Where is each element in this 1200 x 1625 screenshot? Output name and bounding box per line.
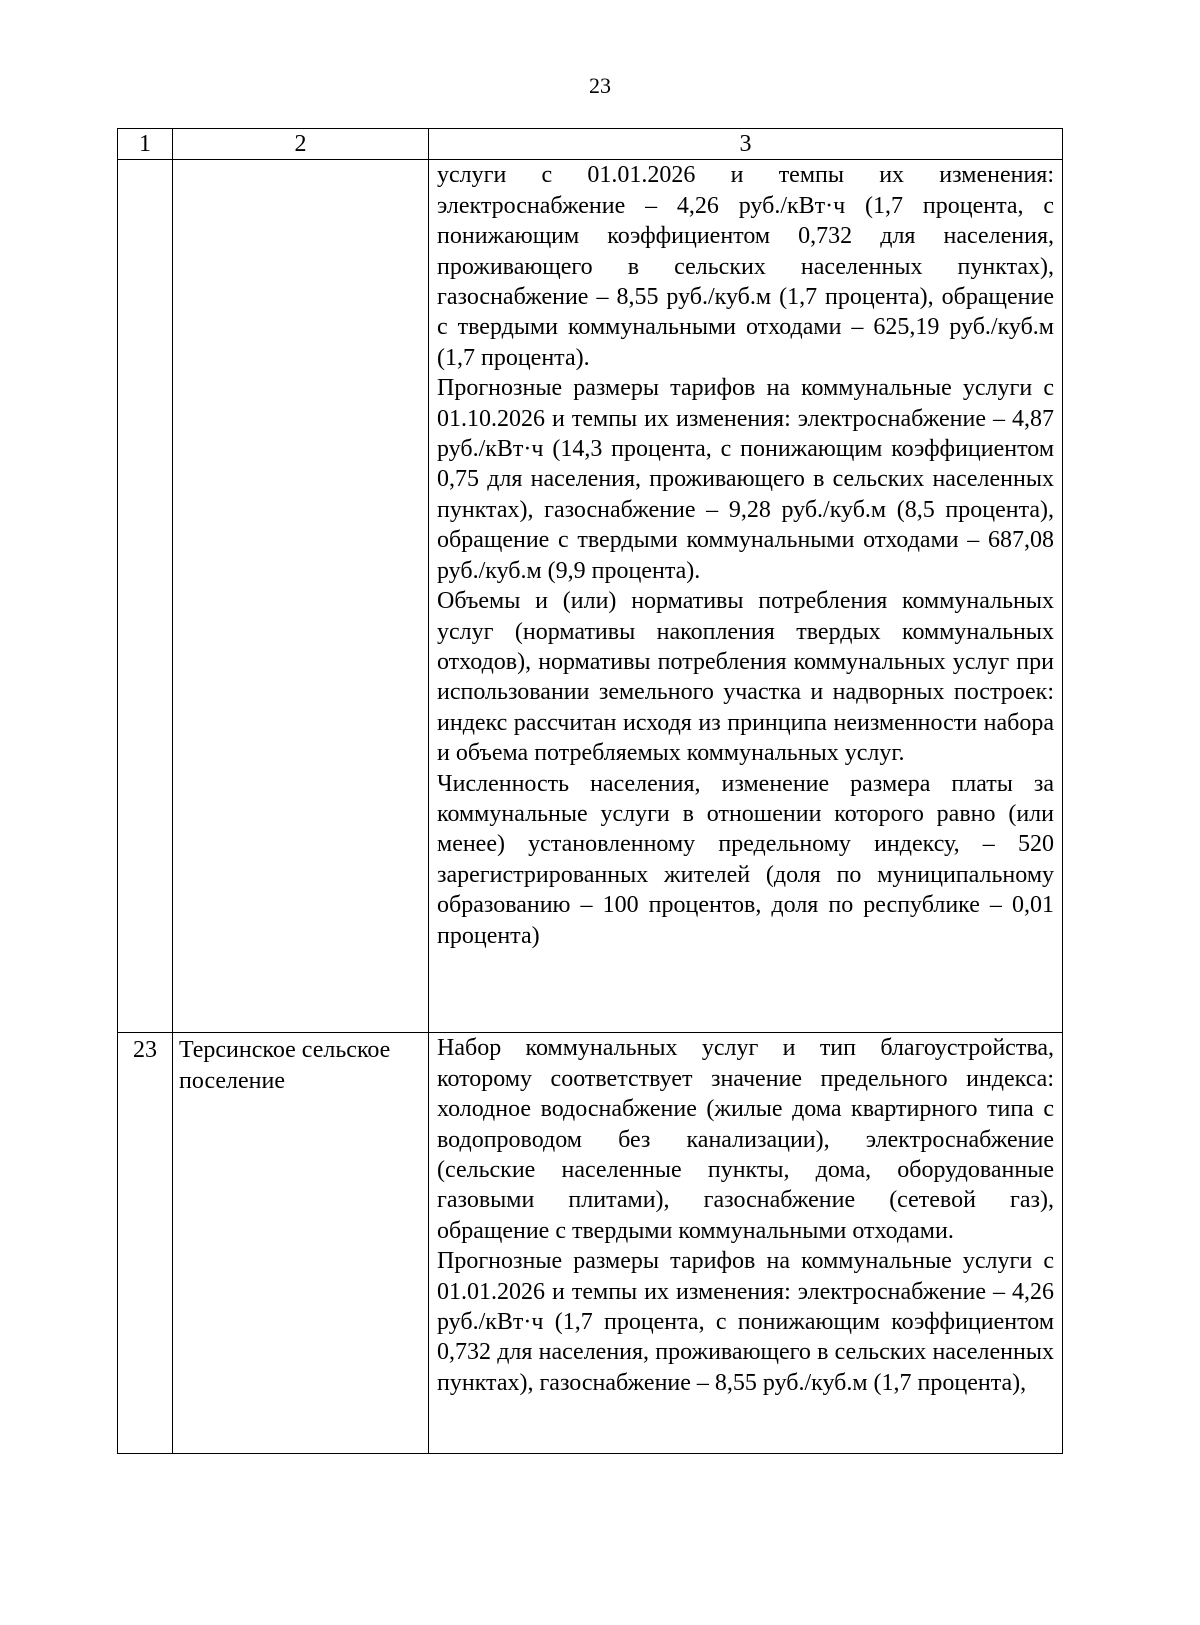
page-number: 23 <box>589 73 611 98</box>
row-number <box>118 160 173 1033</box>
paragraph: Численность населения, изменение размера платы за коммунальные услуги в отношении которого равно (или менее) установленному предельному индексу, – 520 зарегистрированных жителей (доля по муниципальному образованию – 100 процентов, доля по республике – 0,01 процента) <box>437 770 1054 949</box>
description-cell <box>429 1033 1063 1454</box>
paragraph: Объемы и (или) нормативы потребления коммунальных услуг (нормативы накопления твердых коммунальных отходов), нормативы потребления коммунальных услуг при использовании земельного участка и надворных построек: индекс рассчитан исходя из принципа неизменности набора и объема потребляемых коммунальных услуг. <box>437 588 1054 767</box>
column-header-3: 3 <box>429 129 1063 160</box>
paragraph: Прогнозные размеры тарифов на коммунальные услуги с 01.10.2026 и темпы их изменения: электроснабжение – 4,87 руб./кВт·ч (14,3 процента, с понижающим коэффициентом 0,75 для населения, проживающего в сельских населенных пунктах), газоснабжение – 9,28 руб./куб.м (8,5 процента), обращение с твердыми коммунальными отходами – 687,08 руб./куб.м (9,9 процента). <box>437 375 1054 584</box>
settlement-name: Терсинское сельское поселение <box>173 1033 429 1454</box>
column-header-2: 2 <box>173 129 429 160</box>
paragraph: Прогнозные размеры тарифов на коммунальные услуги с 01.01.2026 и темпы их изменения: электроснабжение – 4,26 руб./кВт·ч (1,7 процента, с понижающим коэффициентом 0,732 для населения, проживающего в сельских населенных пунктах), газоснабжение – 8,55 руб./куб.м (1,7 процента), <box>437 1248 1054 1396</box>
table-row <box>118 160 1063 1033</box>
description-cell <box>429 160 1063 1033</box>
row-number: 23 <box>118 1033 173 1454</box>
tariff-table <box>117 128 1063 1454</box>
table-header-row <box>118 129 1063 160</box>
table-row <box>118 1033 1063 1454</box>
settlement-name <box>173 160 429 1033</box>
paragraph: Набор коммунальных услуг и тип благоустройства, которому соответствует значение предельного индекса: холодное водоснабжение (жилые дома квартирного типа с водопроводом без канализации), электроснабжение (сельские населенные пункты, дома, оборудованные газовыми плитами), газоснабжение (сетевой газ), обращение с твердыми коммунальными отходами. <box>437 1035 1054 1244</box>
paragraph: услуги с 01.01.2026 и темпы их изменения: электроснабжение – 4,26 руб./кВт·ч (1,7 процента, с понижающим коэффициентом 0,732 для населения, проживающего в сельских населенных пунктах), газоснабжение – 8,55 руб./куб.м (1,7 процента), обращение с твердыми коммунальными отходами – 625,19 руб./куб.м (1,7 процента). <box>437 162 1054 371</box>
column-header-1: 1 <box>118 129 173 160</box>
